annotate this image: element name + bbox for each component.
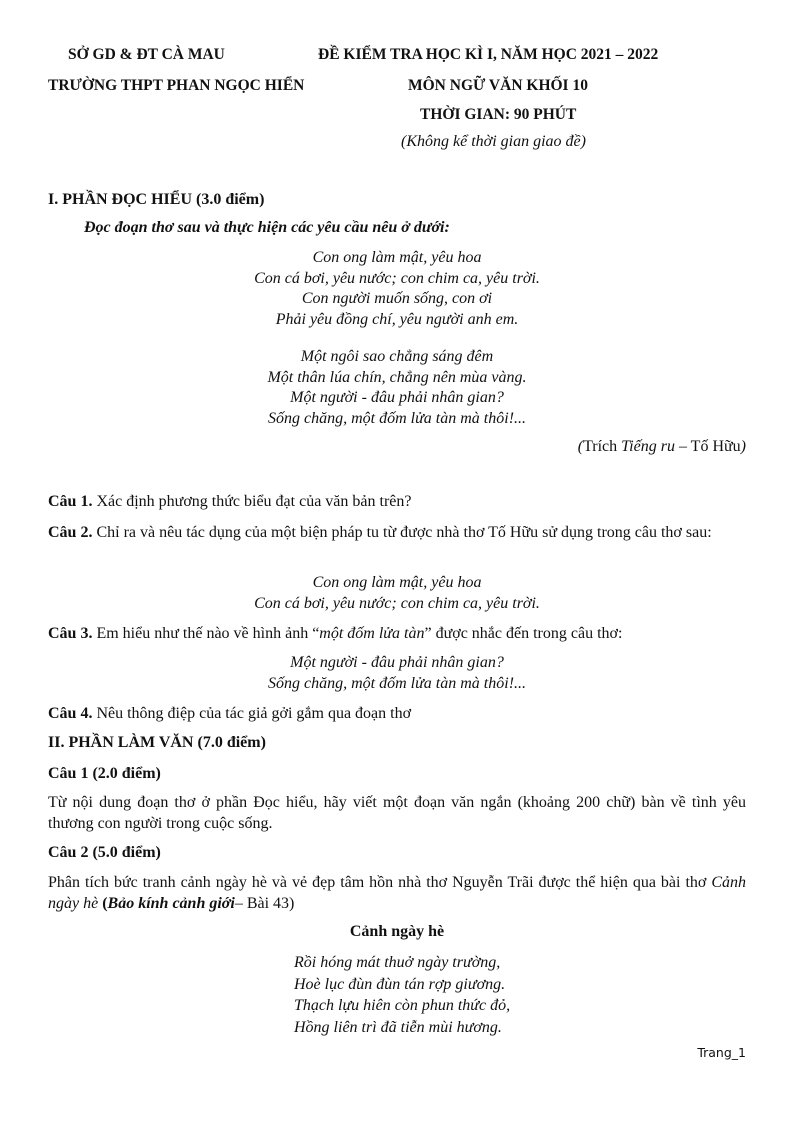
- poem-line: Hoè lục đùn đùn tán rợp giương.: [294, 975, 506, 993]
- poem-stanza-1: [0, 248, 794, 330]
- question-2: [48, 522, 746, 543]
- poem-line: Hồng liên trì đã tiễn mùi hương.: [294, 1018, 502, 1036]
- essay-1-prompt: Từ nội dung đoạn thơ ở phần Đọc hiểu, hãy viết một đoạn văn ngắn (khoảng 200 chữ) bàn về tình yêu thương con người trong cuộc sống.: [48, 794, 746, 832]
- question-3: [48, 624, 622, 644]
- question-label: Câu 2.: [48, 524, 93, 541]
- poem-line: Một thân lúa chín, chẳng nên mùa vàng.: [267, 368, 527, 386]
- question-quoted-phrase: một đốm lửa tàn: [319, 625, 425, 642]
- poem-line: Con người muốn sống, con ơi: [301, 290, 493, 307]
- quote-line: Một người - đâu phải nhân gian?: [290, 654, 504, 671]
- question-1: [48, 492, 411, 512]
- source-prefix: Trích: [583, 438, 622, 455]
- poem-title: Cảnh ngày hè: [349, 923, 445, 940]
- poem-line: Một người - đâu phải nhân gian?: [290, 389, 504, 406]
- exam-title: ĐỀ KIỂM TRA HỌC KÌ I, NĂM HỌC 2021 – 2022: [318, 46, 659, 63]
- source-close-paren: ): [740, 438, 746, 455]
- prompt-text: Phân tích bức tranh cảnh ngày hè và vẻ đẹp tâm hồn nhà thơ Nguyễn Trãi được thể hiện qua bài thơ: [48, 874, 712, 891]
- question-4: [48, 704, 411, 724]
- essay-2-heading: Câu 2 (5.0 điểm): [48, 844, 161, 861]
- question-text: Xác định phương thức biểu đạt của văn bản trên?: [92, 493, 412, 510]
- poem-name: Cảnh ngày hè: [48, 874, 746, 912]
- source-author: – Tố Hữu: [674, 438, 741, 455]
- question-label: Câu 4.: [48, 705, 93, 722]
- subject-title: MÔN NGỮ VĂN KHỐI 10: [408, 77, 588, 94]
- exam-note: (Không kể thời gian giao đề): [401, 133, 586, 150]
- department-name: SỞ GD & ĐT CÀ MAU: [68, 46, 225, 63]
- essay-2-prompt: [48, 872, 746, 914]
- poem-line: Con cá bơi, yêu nước; con chim ca, yêu trời.: [254, 269, 540, 287]
- poem-line: Rồi hóng mát thuở ngày trường,: [294, 954, 501, 971]
- question-3-quote: [0, 653, 794, 694]
- question-2-quote: [0, 573, 794, 614]
- poem-line: Sống chăng, một đốm lửa tàn mà thôi!...: [267, 409, 527, 427]
- question-text: Nêu thông điệp của tác giả gởi gắm qua đoạn thơ: [92, 705, 412, 722]
- school-name: TRƯỜNG THPT PHAN NGỌC HIỂN: [48, 77, 305, 94]
- quote-line: Con ong làm mật, yêu hoa: [312, 574, 482, 591]
- poem-line: Một ngôi sao chẳng sáng đêm: [300, 348, 494, 365]
- open-paren: (: [98, 895, 108, 912]
- question-text: Em hiểu như thế nào về hình ảnh “: [92, 625, 320, 642]
- source-work-title: Tiếng ru: [621, 438, 675, 455]
- quote-line: Con cá bơi, yêu nước; con chim ca, yêu trời.: [254, 594, 540, 612]
- question-text: Chỉ ra và nêu tác dụng của một biện pháp tu từ được nhà thơ Tố Hữu sử dụng trong câu thơ sau:: [92, 524, 712, 541]
- quote-line: Sống chăng, một đốm lửa tàn mà thôi!...: [267, 674, 527, 692]
- summer-poem: [294, 952, 510, 1038]
- question-label: Câu 3.: [48, 625, 93, 642]
- essay-1-heading: Câu 1 (2.0 điểm): [48, 765, 161, 782]
- part1-instruction: Đọc đoạn thơ sau và thực hiện các yêu cầu nêu ở dưới:: [84, 219, 450, 236]
- poem-line: Phải yêu đồng chí, yêu người anh em.: [275, 310, 519, 328]
- part2-heading: II. PHẦN LÀM VĂN (7.0 điểm): [48, 734, 266, 751]
- poem-line: Thạch lựu hiên còn phun thức đỏ,: [294, 997, 511, 1014]
- question-text-end: ” được nhắc đến trong câu thơ:: [424, 625, 623, 642]
- page-number: Trang_1: [697, 1045, 746, 1060]
- poem-line: Con ong làm mật, yêu hoa: [312, 249, 482, 266]
- poem-number: – Bài 43): [234, 895, 295, 912]
- poem-stanza-2: [0, 347, 794, 429]
- poem-source: [578, 437, 746, 457]
- exam-duration: THỜI GIAN: 90 PHÚT: [420, 106, 577, 123]
- source-open-paren: (: [577, 438, 584, 455]
- collection-name: Bảo kính cảnh giới: [107, 895, 235, 912]
- part1-heading: I. PHẦN ĐỌC HIỂU (3.0 điểm): [48, 191, 265, 208]
- question-label: Câu 1.: [48, 493, 93, 510]
